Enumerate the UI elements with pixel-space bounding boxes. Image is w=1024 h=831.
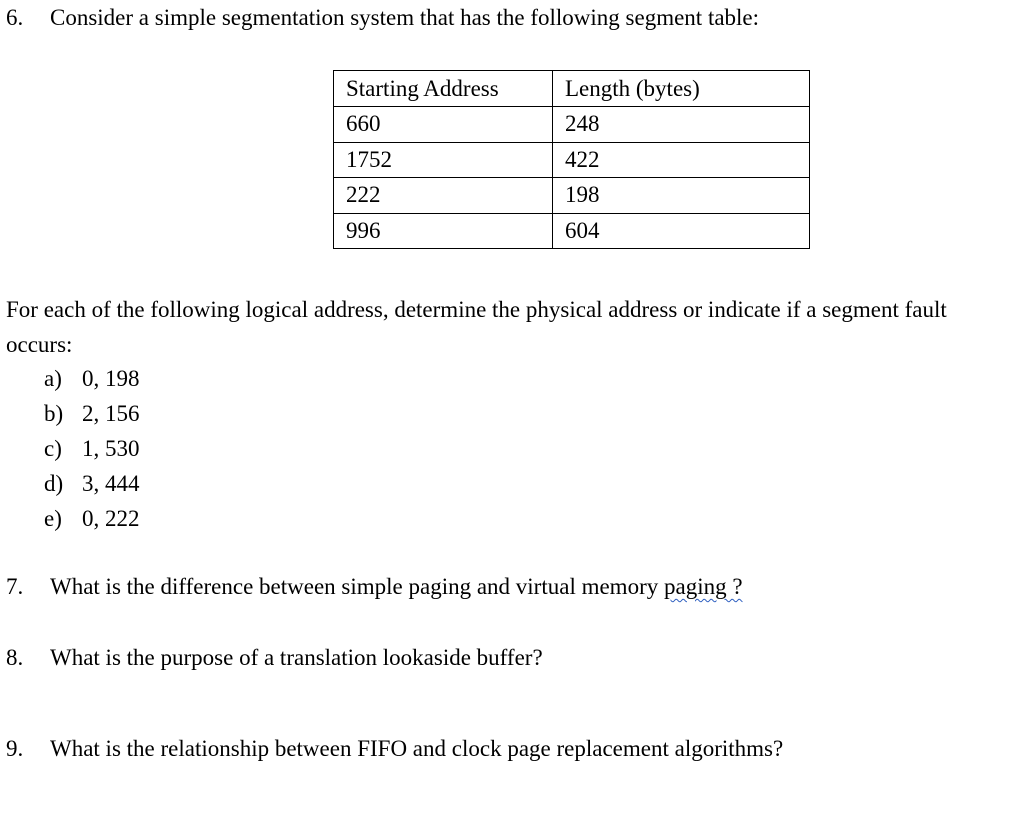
question-7-number: 7. bbox=[6, 574, 24, 599]
cell-start: 996 bbox=[334, 213, 553, 249]
sub-item-label: a) bbox=[44, 366, 62, 391]
spellcheck-flagged-word[interactable]: paging ? bbox=[663, 574, 743, 599]
question-6-text: Consider a simple segmentation system that has the following segment table: bbox=[50, 5, 760, 30]
list-item bbox=[44, 466, 140, 501]
list-item bbox=[44, 431, 140, 466]
table-header-row bbox=[334, 71, 810, 107]
list-item bbox=[44, 396, 140, 431]
sub-item-value: 1, 530 bbox=[82, 436, 140, 461]
list-item bbox=[44, 361, 140, 396]
cell-length: 248 bbox=[553, 107, 810, 143]
question-8 bbox=[6, 645, 543, 671]
sub-item-label: c) bbox=[44, 436, 62, 461]
question-7-text bbox=[50, 574, 743, 600]
sub-item-value: 0, 198 bbox=[82, 366, 140, 391]
sub-item-label: e) bbox=[44, 506, 62, 531]
question-7-text-main: What is the difference between simple paging and virtual memory bbox=[50, 574, 664, 599]
table-row bbox=[334, 107, 810, 143]
cell-length: 604 bbox=[553, 213, 810, 249]
cell-length: 422 bbox=[553, 142, 810, 178]
header-starting-address: Starting Address bbox=[334, 71, 553, 107]
cell-start: 660 bbox=[334, 107, 553, 143]
sub-question-list bbox=[44, 361, 140, 536]
sub-item-label: d) bbox=[44, 471, 64, 496]
question-7 bbox=[6, 574, 743, 600]
question-6 bbox=[6, 5, 759, 31]
question-6-number: 6. bbox=[6, 5, 24, 30]
sub-item-label: b) bbox=[44, 401, 64, 426]
question-8-text: What is the purpose of a translation lookaside buffer? bbox=[50, 645, 543, 670]
list-item bbox=[44, 501, 140, 536]
question-6-instruction: For each of the following logical address, determine the physical address or indicate if a segment fault occurs: bbox=[6, 297, 947, 357]
question-9 bbox=[6, 736, 783, 762]
sub-item-value: 0, 222 bbox=[82, 506, 140, 531]
table-row bbox=[334, 213, 810, 249]
question-9-text: What is the relationship between FIFO and clock page replacement algorithms? bbox=[50, 736, 784, 761]
header-length: Length (bytes) bbox=[553, 71, 810, 107]
question-8-number: 8. bbox=[6, 645, 24, 670]
cell-start: 222 bbox=[334, 178, 553, 214]
cell-length: 198 bbox=[553, 178, 810, 214]
sub-item-value: 3, 444 bbox=[82, 471, 140, 496]
table-row bbox=[334, 142, 810, 178]
segment-table bbox=[333, 70, 810, 249]
question-9-number: 9. bbox=[6, 736, 24, 761]
sub-item-value: 2, 156 bbox=[82, 401, 140, 426]
table-row bbox=[334, 178, 810, 214]
cell-start: 1752 bbox=[334, 142, 553, 178]
